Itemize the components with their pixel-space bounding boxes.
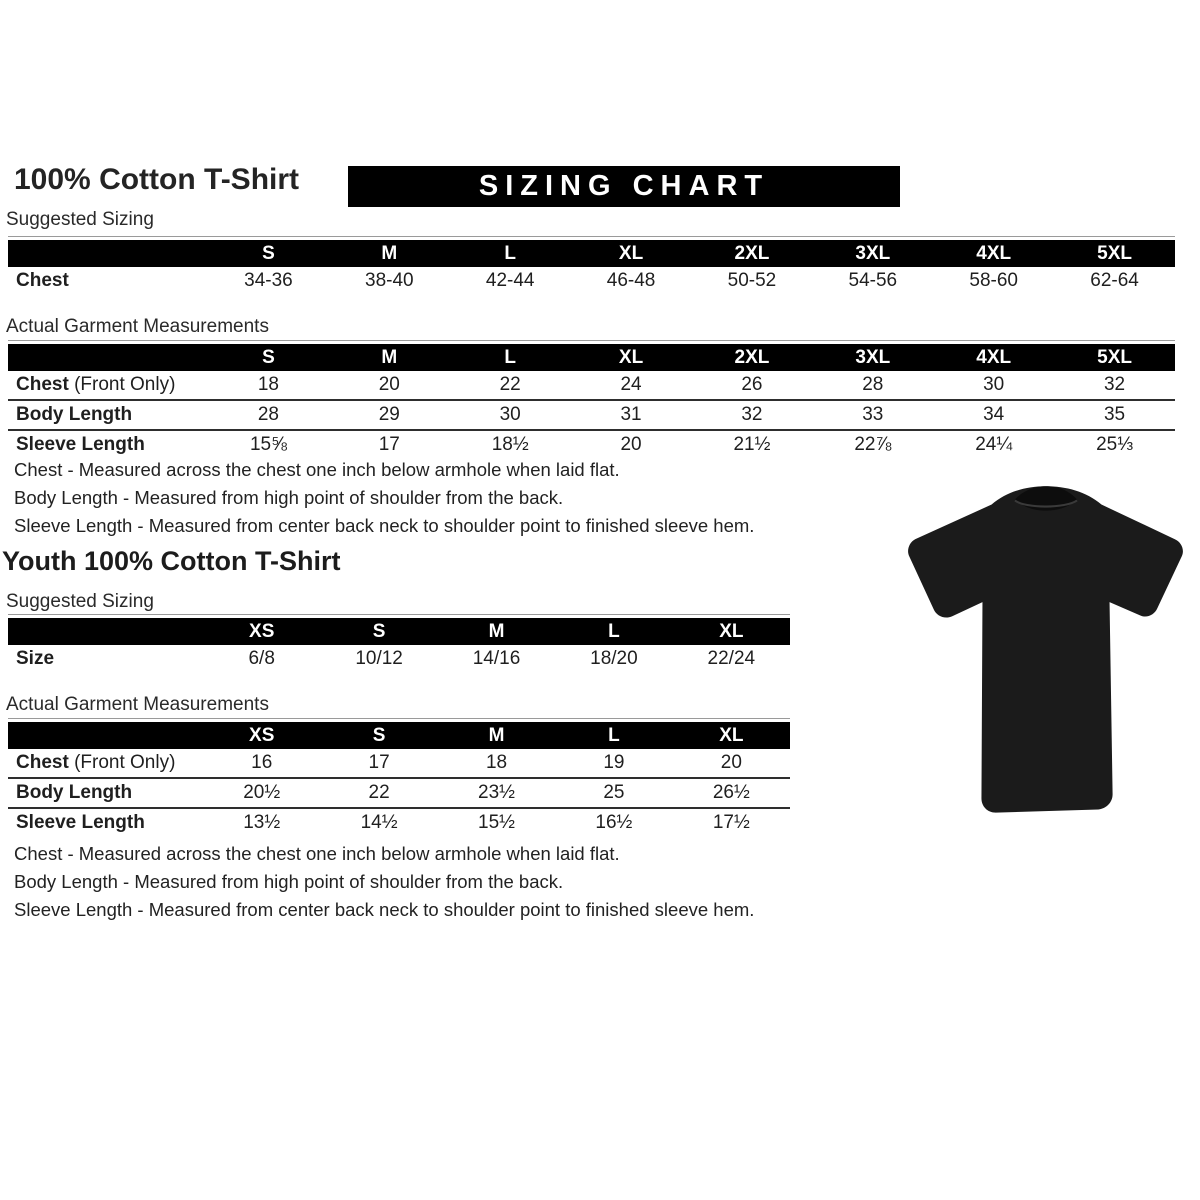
cell-value: 30 [983, 374, 1005, 395]
column-header: L [504, 242, 516, 264]
column-header: M [381, 346, 398, 368]
row-label: Chest (Front Only) [16, 752, 176, 773]
cell-value: 50-52 [727, 270, 777, 291]
youth-measurement-notes [14, 842, 754, 926]
cell-value: 31 [620, 404, 642, 425]
table-header-row [8, 618, 790, 645]
cell-value: 42-44 [485, 270, 535, 291]
cell-value: 18½ [491, 434, 529, 455]
cell-value: 17½ [712, 812, 750, 833]
tshirt-photo [893, 477, 1198, 833]
cell-value: 22 [368, 782, 390, 803]
column-header: XS [249, 724, 275, 746]
cell-value: 19 [603, 752, 625, 773]
table-row [8, 399, 1175, 429]
column-header: XL [719, 724, 744, 746]
adult-actual-measurements-table [8, 340, 1175, 459]
column-header: 2XL [734, 346, 770, 368]
note-body-length: Body Length - Measured from high point of shoulder from the back. [14, 487, 564, 508]
note-sleeve-length: Sleeve Length - Measured from center back neck to shoulder point to finished sleeve hem. [14, 899, 755, 920]
cell-value: 18 [485, 752, 508, 773]
column-header: XL [618, 242, 644, 264]
row-label: Sleeve Length [16, 434, 145, 455]
cell-value: 20½ [243, 782, 281, 803]
cell-value: 15½ [478, 812, 515, 833]
column-header: 4XL [976, 346, 1012, 368]
table-row [8, 749, 790, 777]
cell-value: 25 [603, 782, 625, 803]
column-header: XS [249, 620, 275, 642]
cell-value: 14½ [360, 812, 398, 833]
cell-value: 24 [620, 374, 642, 395]
cell-value: 62-64 [1090, 270, 1139, 291]
cell-value: 17 [368, 752, 390, 773]
cell-value: 26 [741, 374, 763, 395]
cell-value: 35 [1103, 404, 1126, 425]
page-title: 100% Cotton T-Shirt [14, 163, 300, 196]
adult-measurement-notes [14, 458, 754, 542]
adult-suggested-sizing-heading: Suggested Sizing [6, 209, 154, 230]
youth-suggested-sizing-table [8, 614, 790, 673]
cell-value: 38-40 [365, 270, 414, 291]
column-header: S [262, 242, 275, 264]
column-header: 5XL [1097, 242, 1132, 264]
table-header-row [8, 240, 1175, 267]
note-chest: Chest - Measured across the chest one inch below armhole when laid flat. [14, 459, 620, 480]
note-sleeve-length: Sleeve Length - Measured from center back neck to shoulder point to finished sleeve hem. [14, 515, 755, 536]
cell-value: 58-60 [969, 270, 1018, 291]
cell-value: 26½ [712, 782, 750, 803]
column-header: 2XL [734, 242, 770, 264]
tshirt-body-shape [908, 486, 1183, 812]
cell-value: 10/12 [355, 648, 403, 669]
adult-suggested-sizing-table [8, 236, 1175, 295]
table-header-row [8, 722, 790, 749]
row-label: Body Length [16, 782, 133, 803]
black-tshirt-image [893, 477, 1198, 833]
sizing-chart-banner-text: SIZING CHART [478, 170, 770, 202]
row-label: Body Length [16, 404, 133, 425]
youth-actual-measurements-table [8, 718, 790, 837]
column-header: 3XL [855, 242, 891, 264]
adult-actual-measurements-heading: Actual Garment Measurements [6, 316, 269, 337]
cell-value: 16½ [595, 812, 633, 833]
cell-value: 6/8 [248, 648, 275, 669]
youth-actual-measurements-heading: Actual Garment Measurements [6, 694, 269, 715]
column-header: M [488, 724, 505, 746]
row-label: Chest [16, 270, 69, 291]
cell-value: 28 [257, 404, 279, 425]
table-row [8, 645, 790, 673]
cell-value: 18/20 [590, 648, 638, 669]
cell-value: 15⅝ [249, 434, 287, 455]
column-header: L [608, 620, 620, 642]
cell-value: 25⅓ [1096, 434, 1134, 455]
cell-value: 33 [862, 404, 884, 425]
note-body-length: Body Length - Measured from high point of shoulder from the back. [14, 871, 564, 892]
table-row [8, 371, 1175, 399]
row-label: Chest (Front Only) [16, 374, 176, 395]
column-header: S [372, 620, 386, 642]
cell-value: 17 [378, 434, 400, 455]
table-row [8, 429, 1175, 459]
column-header: 5XL [1097, 346, 1132, 368]
cell-value: 24¼ [975, 434, 1013, 455]
table-row [8, 267, 1175, 295]
cell-value: 32 [1103, 374, 1126, 395]
cell-value: 14/16 [472, 648, 521, 669]
cell-value: 34-36 [244, 270, 293, 291]
table-header-row [8, 344, 1175, 371]
column-header: M [488, 620, 505, 642]
table-row [8, 777, 790, 807]
cell-value: 18 [257, 374, 279, 395]
column-header: L [608, 724, 620, 746]
column-header: S [262, 346, 275, 368]
column-header: XL [719, 620, 744, 642]
cell-value: 22 [499, 374, 521, 395]
row-label: Size [16, 648, 55, 669]
column-header: L [504, 346, 516, 368]
cell-value: 46-48 [606, 270, 656, 291]
table-row [8, 807, 790, 837]
cell-value: 20 [378, 374, 400, 395]
sizing-chart-banner [348, 166, 900, 207]
cell-value: 22/24 [707, 648, 756, 669]
cell-value: 20 [620, 434, 642, 455]
column-header: XL [618, 346, 644, 368]
cell-value: 21½ [733, 434, 771, 455]
cell-value: 16 [251, 752, 273, 773]
youth-suggested-sizing-heading: Suggested Sizing [6, 591, 154, 612]
cell-value: 34 [983, 404, 1005, 425]
column-header: M [381, 242, 398, 264]
cell-value: 28 [862, 374, 884, 395]
column-header: 4XL [976, 242, 1012, 264]
column-header: S [372, 724, 386, 746]
cell-value: 23½ [478, 782, 515, 803]
cell-value: 13½ [243, 812, 281, 833]
column-header: 3XL [855, 346, 891, 368]
cell-value: 29 [378, 404, 400, 425]
cell-value: 54-56 [848, 270, 898, 291]
note-chest: Chest - Measured across the chest one inch below armhole when laid flat. [14, 843, 620, 864]
row-label: Sleeve Length [16, 812, 145, 833]
cell-value: 22⅞ [854, 434, 892, 455]
cell-value: 20 [720, 752, 742, 773]
cell-value: 30 [499, 404, 521, 425]
cell-value: 32 [741, 404, 763, 425]
youth-section-title: Youth 100% Cotton T-Shirt [2, 546, 341, 576]
